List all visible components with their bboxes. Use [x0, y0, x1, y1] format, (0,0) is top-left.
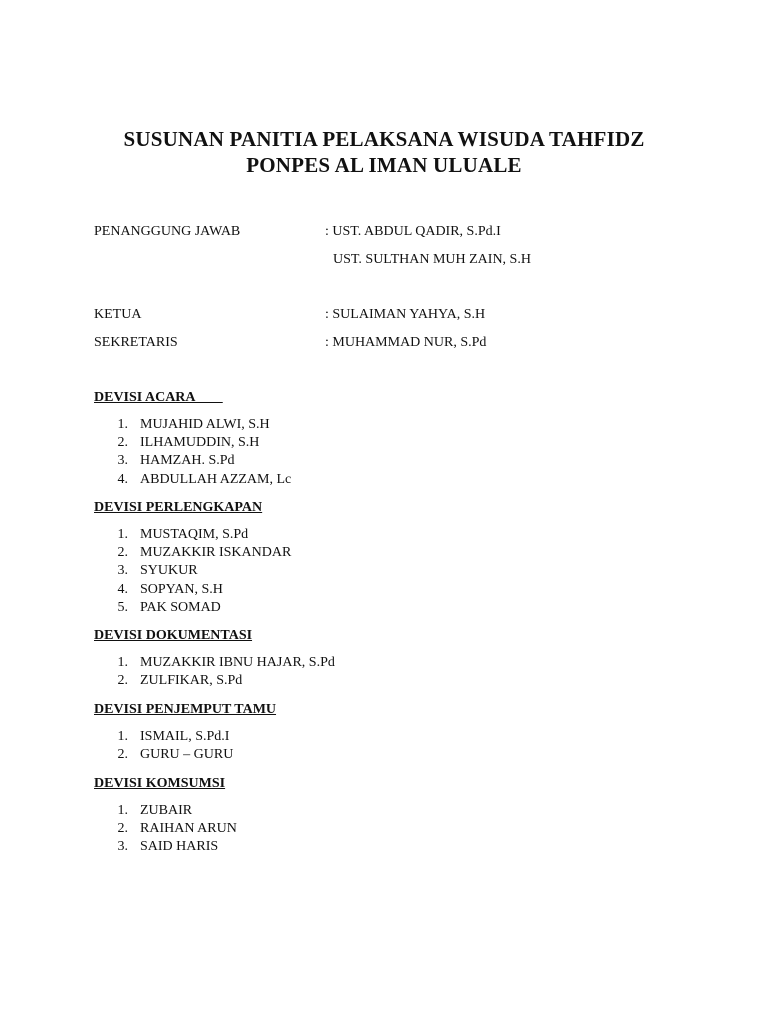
division-heading-acara: DEVISI ACARA: [94, 390, 223, 405]
sekretaris-value: : MUHAMMAD NUR, S.Pd: [325, 335, 487, 350]
list-item-number: 1.: [117, 527, 128, 542]
division-heading-perlengkapan: DEVISI PERLENGKAPAN: [94, 500, 263, 515]
list-item-name: ILHAMUDDIN, S.H: [140, 435, 260, 451]
list-item-number: 2.: [117, 673, 128, 689]
list-item-name: MUZAKKIR ISKANDAR: [140, 545, 292, 561]
penanggung-jawab-value-1: : UST. ABDUL QADIR, S.Pd.I: [325, 224, 501, 239]
list-item-name: RAIHAN ARUN: [140, 821, 237, 837]
list-item-name: ZULFIKAR, S.Pd: [140, 673, 243, 689]
list-item-number: 4.: [117, 471, 128, 487]
penanggung-jawab-label: PENANGGUNG JAWAB: [94, 224, 241, 239]
list-item-name: PAK SOMAD: [140, 599, 221, 615]
list-item-number: 3.: [117, 453, 128, 469]
list-item-number: 2.: [117, 747, 128, 763]
list-item-name: HAMZAH. S.Pd: [140, 453, 235, 469]
division-heading-penjemput-tamu: DEVISI PENJEMPUT TAMU: [94, 702, 277, 717]
list-item-number: 1.: [117, 655, 128, 670]
list-item-number: 3.: [117, 839, 128, 855]
list-item-number: 2.: [117, 821, 128, 837]
list-item-name: MUJAHID ALWI, S.H: [140, 417, 270, 432]
document-title-line-2: PONPES AL IMAN ULUALE: [246, 153, 522, 177]
list-item-number: 1.: [117, 417, 128, 432]
list-item-number: 2.: [117, 435, 128, 451]
list-item-name: SAID HARIS: [140, 839, 219, 855]
list-item-name: ABDULLAH AZZAM, Lc: [140, 471, 292, 487]
list-item-name: SOPYAN, S.H: [140, 581, 223, 597]
document-title-line-1: SUSUNAN PANITIA PELAKSANA WISUDA TAHFIDZ: [123, 127, 645, 151]
list-item-number: 4.: [117, 581, 128, 597]
list-item-name: MUZAKKIR IBNU HAJAR, S.Pd: [140, 655, 335, 670]
list-item-number: 3.: [117, 563, 128, 579]
list-item-name: ISMAIL, S.Pd.I: [140, 729, 230, 744]
ketua-value: : SULAIMAN YAHYA, S.H: [325, 307, 486, 322]
division-heading-dokumentasi: DEVISI DOKUMENTASI: [94, 628, 253, 643]
list-item-name: ZUBAIR: [140, 803, 193, 818]
list-item-name: GURU – GURU: [140, 747, 234, 763]
list-item-name: MUSTAQIM, S.Pd: [140, 527, 249, 542]
list-item-number: 5.: [117, 599, 128, 615]
division-heading-komsumsi: DEVISI KOMSUMSI: [94, 776, 226, 791]
list-item-number: 1.: [117, 729, 128, 744]
list-item-number: 2.: [117, 545, 128, 561]
list-item-name: SYUKUR: [140, 563, 198, 579]
list-item-number: 1.: [117, 803, 128, 818]
ketua-label: KETUA: [94, 307, 142, 322]
sekretaris-label: SEKRETARIS: [94, 335, 178, 350]
penanggung-jawab-value-2: UST. SULTHAN MUH ZAIN, S.H: [333, 252, 531, 267]
